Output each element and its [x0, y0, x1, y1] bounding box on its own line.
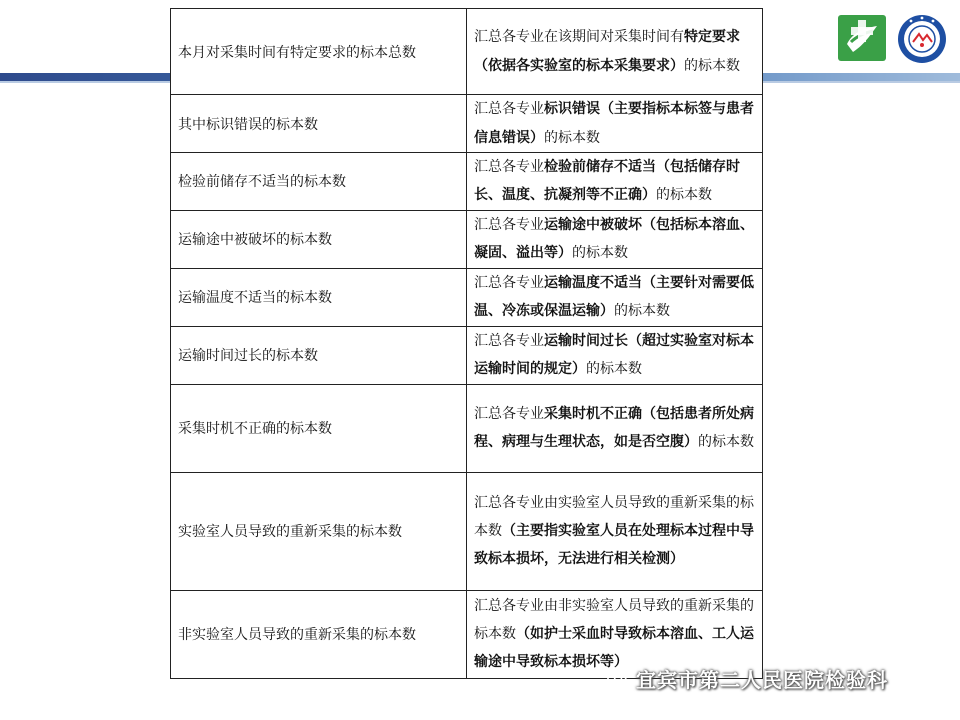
hospital-seal-icon: [897, 14, 947, 64]
row-description: 汇总各专业由实验室人员导致的重新采集的标本数（主要指实验室人员在处理标本过程中导致标本损坏，无法进行相关检测）: [467, 472, 763, 590]
watermark-text: 宜宾市第二人民医院检验科: [636, 667, 888, 692]
indicator-table: [170, 8, 763, 679]
row-description: 汇总各专业运输途中被破坏（包括标本溶血、凝固、溢出等）的标本数: [467, 210, 763, 268]
row-label: 运输温度不适当的标本数: [171, 268, 467, 326]
row-description: 汇总各专业运输温度不适当（主要针对需要低温、冷冻或保温运输）的标本数: [467, 268, 763, 326]
row-description: 汇总各专业采集时机不正确（包括患者所处病程、病理与生理状态，如是否空腹）的标本数: [467, 384, 763, 472]
table-row: [171, 326, 763, 384]
row-label: 运输时间过长的标本数: [171, 326, 467, 384]
row-label: 实验室人员导致的重新采集的标本数: [171, 472, 467, 590]
table-row: [171, 472, 763, 590]
row-label: 本月对采集时间有特定要求的标本总数: [171, 9, 467, 95]
wechat-icon: [606, 667, 628, 689]
table-row: [171, 210, 763, 268]
table-row: [171, 9, 763, 95]
row-description: 汇总各专业在该期间对采集时间有特定要求（依据各实验室的标本采集要求）的标本数: [467, 9, 763, 95]
watermark: [606, 664, 888, 692]
table-row: [171, 153, 763, 211]
row-label: 非实验室人员导致的重新采集的标本数: [171, 590, 467, 678]
row-description: 汇总各专业检验前储存不适当（包括储存时长、温度、抗凝剂等不正确）的标本数: [467, 153, 763, 211]
row-label: 运输途中被破坏的标本数: [171, 210, 467, 268]
table-row: [171, 95, 763, 153]
table-row: [171, 384, 763, 472]
row-description: 汇总各专业标识错误（主要指标本标签与患者信息错误）的标本数: [467, 95, 763, 153]
hospital-logo-icon: [837, 14, 887, 62]
row-label: 检验前储存不适当的标本数: [171, 153, 467, 211]
row-label: 其中标识错误的标本数: [171, 95, 467, 153]
row-description: 汇总各专业由非实验室人员导致的重新采集的标本数（如护士采血时导致标本溶血、工人运输途中导致标本损坏等）: [467, 590, 763, 678]
row-label: 采集时机不正确的标本数: [171, 384, 467, 472]
table-row: [171, 268, 763, 326]
row-description: 汇总各专业运输时间过长（超过实验室对标本运输时间的规定）的标本数: [467, 326, 763, 384]
